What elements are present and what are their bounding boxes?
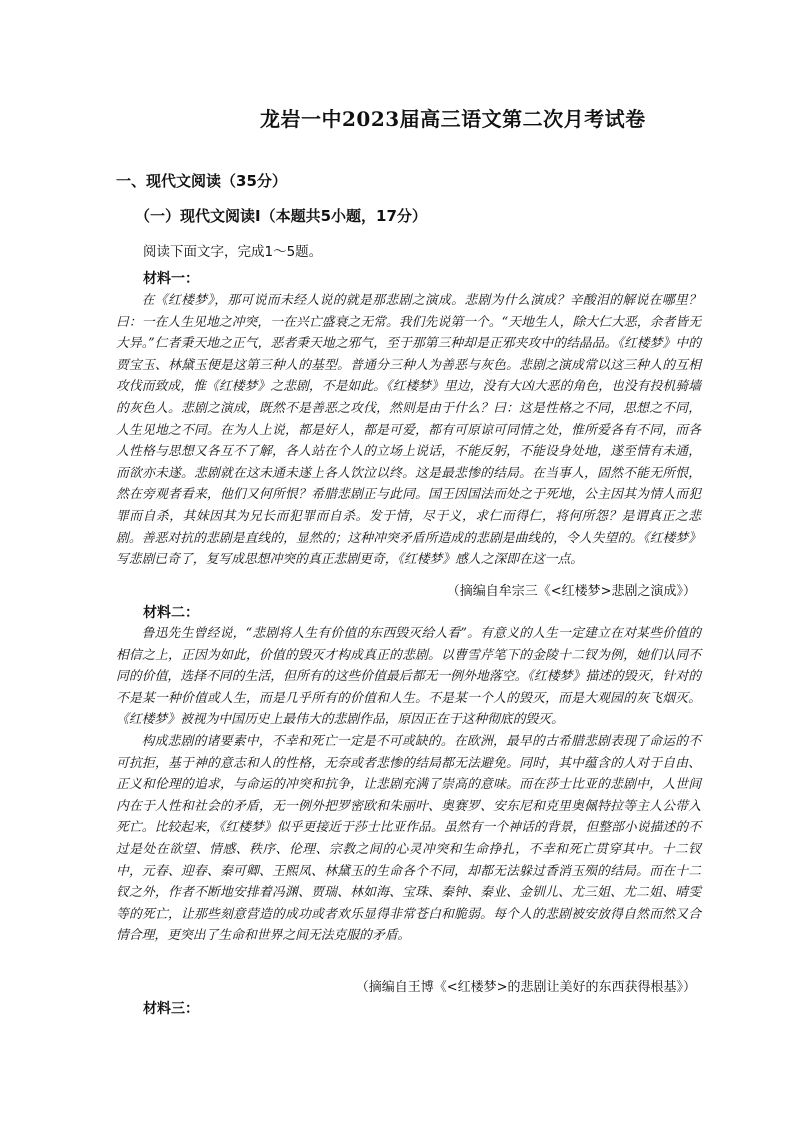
material-2-body [116,623,701,947]
material-2-label: 材料二： [143,605,199,621]
material-2-paragraph-1: 鲁迅先生曾经说，“悲剧将人生有价值的东西毁灭给人看”。有意义的人生一定建立在对某些价值的相信之上，正因为如此，价值的毁灭才构成真正的悲剧。以曹雪芹笔下的金陵十二钗为例，她们认同不同的价值，选择不同的生活，但所有的这些价值最后都无一例外地落空。《红楼梦》描述的毁灭，针对的不是某一种价值或人生，而是几乎所有的价值和人生。不是某一个人的毁灭，而是大观园的灰飞烟灭。《红楼梦》被视为中国历史上最伟大的悲剧作品，原因正在于这种彻底的毁灭。 [116,626,701,728]
material-1-body [116,290,701,571]
material-2-source: （摘编自王博《<红楼梦>的悲剧让美好的东西获得根基》） [355,980,696,995]
material-2-paragraph-2: 构成悲剧的诸要素中，不幸和死亡一定是不可或缺的。在欧洲，最早的古希腊悲剧表现了命运的不可抗拒，基于神的意志和人的性格，无奈或者悲惨的结局都无法避免。同时，其中蕴含的人对于自由、正义和伦理的追求，与命运的冲突和抗争，让悲剧充满了崇高的意味。而在莎士比亚的悲剧中，人世间内在于人性和社会的矛盾，无一例外把罗密欧和朱丽叶、奥赛罗、安东尼和克里奥佩特拉等主人公带入死亡。比较起来，《红楼梦》似乎更接近于莎士比亚作品。虽然有一个神话的背景，但整部小说描述的不过是处在欲望、情感、秩序、伦理、宗教之间的心灵冲突和生命挣扎，不幸和死亡贯穿其中。十二钗中，元春、迎春、秦可卿、王熙凤、林黛玉的生命各个不同，却都无法躲过香消玉殒的结局。而在十二钗之外，作者不断地安排着冯渊、贾瑞、林如海、宝珠、秦钟、秦业、金钏儿、尤三姐、尤二姐、晴雯等的死亡，让那些刻意营造的成功或者欢乐显得非常苍白和脆弱。每个人的悲剧被安放得自然而然又合情合理，更突出了生命和世界之间无法克服的矛盾。 [116,733,701,944]
subsection-heading: （一）现代文阅读Ⅰ（本题共5小题，17分） [135,207,427,225]
section-heading: 一、现代文阅读（35分） [116,172,287,190]
exam-title: 龙岩一中2023届高三语文第二次月考试卷 [260,107,646,131]
material-1-label: 材料一： [143,271,199,287]
instruction: 阅读下面文字，完成1～5题。 [143,244,323,260]
material-3-label: 材料三： [143,1001,199,1017]
material-1-paragraph: 在《红楼梦》，那可说而未经人说的就是那悲剧之演成。悲剧为什么演成？辛酸泪的解说在哪里？曰：一在人生见地之冲突，一在兴亡盛衰之无常。我们先说第一个。“天地生人，除大仁大恶，余者皆无大异。”仁者秉天地之正气，恶者秉天地之邪气，至于那第三种却是正邪夹攻中的结晶品。《红楼梦》中的贾宝玉、林黛玉便是这第三种人的基型。普通分三种人为善恶与灰色。悲剧之演成常以这三种人的互相攻伐而致成，惟《红楼梦》之悲剧，不是如此。《红楼梦》里边，没有大凶大恶的角色，也没有投机骑墙的灰色人。悲剧之演成，既然不是善恶之攻伐，然则是由于什么？曰：这是性格之不同，思想之不同，人生见地之不同。在为人上说，都是好人，都是可爱，都有可原谅可同情之处，惟所爱各有不同，而各人性格与思想又各互不了解，各人站在个人的立场上说话，不能反躬，不能设身处地，遂至情有未通，而欲亦未遂。悲剧就在这未通未遂上各人饮泣以终。这是最悲惨的结局。在当事人，固然不能无所恨，然在旁观者看来，他们又何所恨？希腊悲剧正与此同。国王因国法而处之于死地，公主因其为情人而犯罪而自杀，其妹因其为兄长而犯罪而自杀。发于情，尽于义，求仁而得仁，将何所怨？是谓真正之悲剧。善恶对抗的悲剧是直线的，显然的；这种冲突矛盾所造成的悲剧是曲线的，令人失望的。《红楼梦》写悲剧已奇了，复写成思想冲突的真正悲剧更奇，《红楼梦》感人之深即在这一点。 [116,293,701,568]
material-1-source: （摘编自牟宗三《<红楼梦>悲剧之演成》） [446,584,696,599]
